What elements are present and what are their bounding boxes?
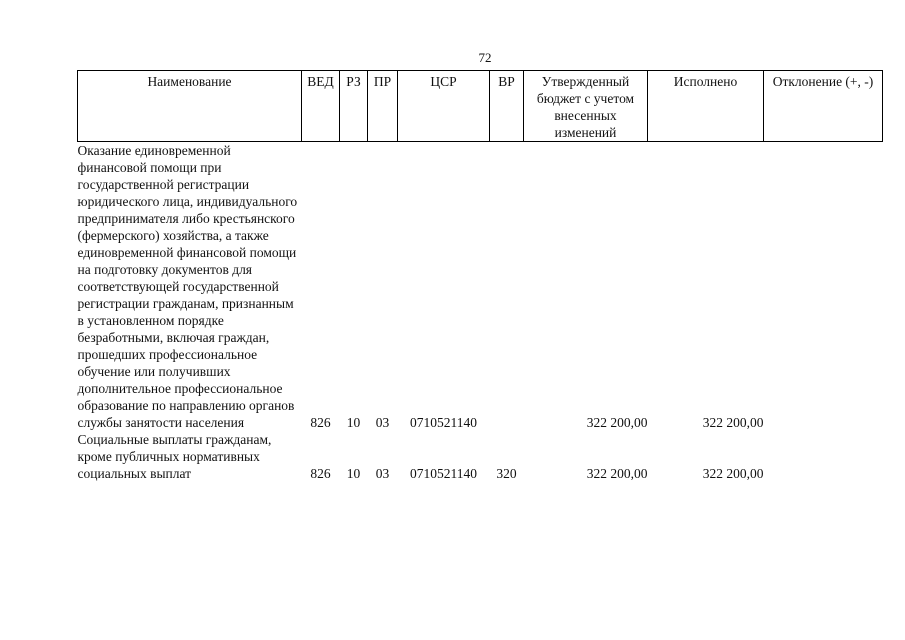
header-rz: РЗ	[340, 71, 368, 142]
row-ved: 826	[310, 415, 331, 430]
row-deviation	[764, 142, 883, 432]
table-row	[78, 431, 883, 482]
row-name: Оказание единовременной финансовой помощи при государственной регистрации юридического лица, индивидуального предпринимателя либо крестьянского (фермерского) хозяйства, а также единовременной финансовой помощи на подготовку документов для соответствующей государственной регистрации гражданам, признанным в установленном порядке безработными, включая граждан, прошедших профессиональное обучение или получивших дополнительное профессиональное образование по направлению органов службы занятости населения	[77, 143, 298, 430]
row-rz: 10	[346, 466, 361, 481]
row-pr: 03	[375, 466, 390, 481]
row-pr: 03	[375, 415, 390, 430]
table-row	[78, 142, 883, 432]
header-executed: Исполнено	[648, 71, 764, 142]
row-approved: 322 200,00	[586, 466, 648, 481]
header-ved: ВЕД	[302, 71, 340, 142]
header-deviation: Отклонение (+, -)	[764, 71, 883, 142]
row-ved: 826	[310, 466, 331, 481]
header-pr: ПР	[368, 71, 398, 142]
row-approved: 322 200,00	[586, 415, 648, 430]
header-approved: Утвержденный бюджет с учетом внесенных изменений	[524, 71, 648, 142]
row-csr: 0710521140	[410, 466, 477, 481]
row-vr: 320	[496, 466, 517, 481]
header-vr: ВР	[490, 71, 524, 142]
budget-table	[77, 70, 883, 482]
header-name: Наименование	[78, 71, 302, 142]
page-number: 72	[478, 50, 492, 65]
row-csr: 0710521140	[410, 415, 477, 430]
row-rz: 10	[346, 415, 361, 430]
row-vr	[490, 142, 524, 432]
row-deviation	[764, 431, 883, 482]
table-header-row	[78, 71, 883, 142]
row-executed: 322 200,00	[702, 415, 764, 430]
header-csr: ЦСР	[398, 71, 490, 142]
row-name: Социальные выплаты гражданам, кроме публичных нормативных социальных выплат	[77, 432, 272, 481]
row-executed: 322 200,00	[702, 466, 764, 481]
